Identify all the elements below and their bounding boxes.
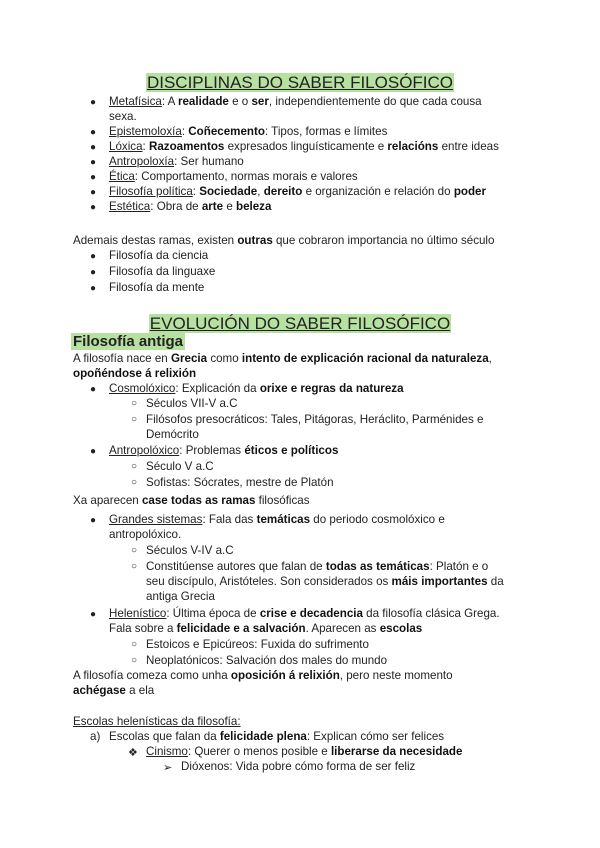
circle-bullet-icon: ○: [131, 655, 138, 666]
list-marker-a: a): [90, 730, 101, 743]
outras-item: Filosofía da ciencia: [109, 249, 209, 262]
ademais-text: Ademais destas ramas, existen outras que cobraron importancia no último século: [73, 234, 495, 247]
bullet-icon: ●: [90, 127, 97, 138]
antropoloxico-item: Antropolóxico: Problemas éticos e políticos: [109, 444, 339, 457]
cosmoloxico-subitem: Séculos VII-V a.C: [146, 397, 238, 410]
term-label: Grandes sistemas: [109, 513, 203, 526]
antropoloxico-subitem: Sofistas: Sócrates, mestre de Platón: [146, 476, 334, 489]
escolas-title: Escolas helenísticas da filosofía:: [73, 715, 241, 728]
term-label: Lóxica: [109, 140, 143, 153]
term-label: Cosmolóxico: [109, 382, 176, 395]
circle-bullet-icon: ○: [131, 545, 138, 556]
xa-aparecen-text: Xa aparecen case todas as ramas filosóficas: [73, 494, 310, 507]
circle-bullet-icon: ○: [131, 414, 138, 425]
term-label: Helenístico: [109, 607, 167, 620]
helenistico-item: Helenístico: Última época de crise e decadencia da filosofía clásica Grega.: [109, 607, 500, 620]
cosmoloxico-subitem: Filósofos presocráticos: Tales, Pitágoras, Heráclito, Parménides e: [146, 413, 484, 426]
bullet-icon: ●: [90, 446, 97, 457]
bullet-icon: ●: [90, 251, 97, 262]
oposicion-line-2: achégase a ela: [73, 684, 155, 697]
bullet-icon: ●: [90, 515, 97, 526]
bullet-icon: ●: [90, 97, 97, 108]
term-label: Antropoloxía: [109, 155, 175, 168]
bullet-icon: ●: [90, 384, 97, 395]
circle-bullet-icon: ○: [131, 639, 138, 650]
subtitle-filosofia-antiga: Filosofía antiga: [73, 333, 184, 350]
helenistico-cont: Fala sobre a felicidade e a salvación. Aparecen as escolas: [109, 622, 423, 635]
antropoloxico-subitem: Século V a.C: [146, 460, 214, 473]
circle-bullet-icon: ○: [131, 477, 138, 488]
arrow-bullet-icon: ➢: [163, 762, 173, 774]
intro-line-1: A filosofía nace en Grecia como intento de explicación racional da naturaleza,: [73, 352, 492, 365]
term-label: Antropolóxico: [109, 444, 180, 457]
grandes-subitem-2a: Constitúense autores que falan de todas as temáticas: Platón e o: [146, 560, 489, 573]
term-label: Ética: [109, 170, 135, 183]
circle-bullet-icon: ○: [131, 561, 138, 572]
bullet-icon: ●: [90, 187, 97, 198]
disciplina-item: Lóxica: Razoamentos expresados linguísticamente e relacións entre ideas: [109, 140, 499, 153]
disciplina-item: Filosofía política: Sociedade, dereito e organización e relación do poder: [109, 185, 487, 198]
intro-line-2: opoñéndose á relixión: [73, 367, 197, 380]
term-label: Filosofía política: [109, 185, 193, 198]
bullet-icon: ●: [90, 142, 97, 153]
grandes-sistemas-item: Grandes sistemas: Fala das temáticas do periodo cosmolóxico e: [109, 513, 445, 526]
oposicion-line-1: A filosofía comeza como unha oposición á relixión, pero neste momento: [73, 669, 453, 682]
bullet-icon: ●: [90, 609, 97, 620]
circle-bullet-icon: ○: [131, 398, 138, 409]
term-label: Epistemoloxía: [109, 125, 182, 138]
outras-item: Filosofía da mente: [109, 281, 205, 294]
grandes-subitem-1: Séculos V-IV a.C: [146, 544, 234, 557]
helenistico-subitem: Estoicos e Epicúreos: Fuxida do sufrimento: [146, 638, 369, 651]
disciplina-item: Estética: Obra de arte e beleza: [109, 200, 272, 213]
section-title-disciplinas: DISCIPLINAS DO SABER FILOSÓFICO: [146, 73, 454, 92]
term-label: Estética: [109, 200, 151, 213]
escolas-a-item: Escolas que falan da felicidade plena: Explican cómo ser felices: [109, 730, 445, 743]
cosmoloxico-item: Cosmolóxico: Explicación da orixe e regras da natureza: [109, 382, 404, 395]
term-label: Cinismo: [146, 745, 188, 758]
cosmoloxico-subitem: Demócrito: [146, 428, 199, 441]
outras-item: Filosofía da linguaxe: [109, 265, 216, 278]
grandes-sistemas-cont: antropolóxico.: [109, 528, 182, 541]
grandes-subitem-2b: seu discípulo, Aristóteles. Son considerados os máis importantes da: [146, 575, 504, 588]
cinismo-item: Cinismo: Querer o menos posible e liberarse da necesidade: [146, 745, 463, 758]
diamond-bullet-icon: ❖: [128, 747, 138, 759]
disciplina-item: Ética: Comportamento, normas morais e valores: [109, 170, 358, 183]
dioxenos-item: Dióxenos: Vida pobre cómo forma de ser feliz: [181, 760, 416, 773]
section-title-evolucion: EVOLUCIÓN DO SABER FILOSÓFICO: [149, 314, 451, 333]
grandes-subitem-2c: antiga Grecia: [146, 590, 215, 603]
bullet-icon: ●: [90, 267, 97, 278]
bullet-icon: ●: [90, 283, 97, 294]
term-label: Metafísica: [109, 95, 162, 108]
disciplina-item: Metafísica: A realidade e o ser, independientemente do que cada cousa: [109, 95, 482, 108]
disciplina-item: Epistemoloxía: Coñecemento: Tipos, formas e límites: [109, 125, 388, 138]
helenistico-subitem: Neoplatónicos: Salvación dos males do mundo: [146, 654, 388, 667]
disciplina-item-cont: sexa.: [109, 110, 137, 123]
disciplina-item: Antropoloxía: Ser humano: [109, 155, 244, 168]
bullet-icon: ●: [90, 172, 97, 183]
bullet-icon: ●: [90, 157, 97, 168]
bullet-icon: ●: [90, 202, 97, 213]
circle-bullet-icon: ○: [131, 461, 138, 472]
